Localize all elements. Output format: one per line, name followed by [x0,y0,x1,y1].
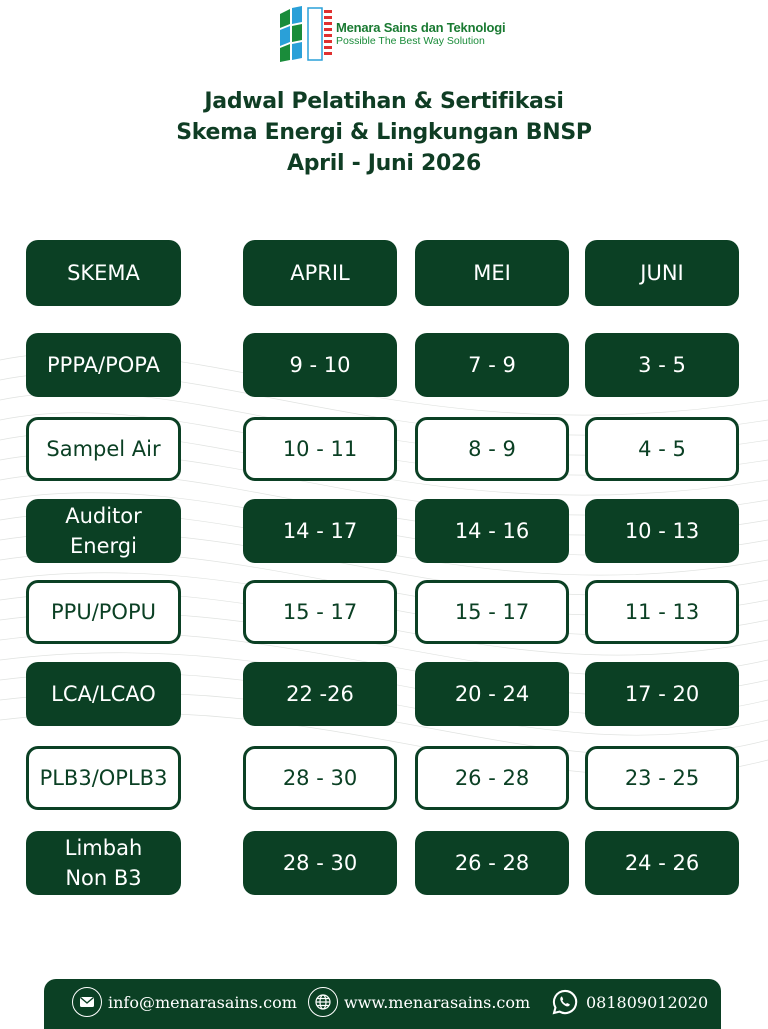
footer-website-text: www.menarasains.com [344,992,531,1012]
skema-cell-text: Sampel Air [46,437,161,461]
skema-cell-text: PLB3/OPLB3 [39,766,168,790]
date-cell-mei [415,580,569,644]
date-cell-april [243,417,397,481]
header-april-text: APRIL [290,261,350,285]
date-cell-mei [415,662,569,726]
title-line-1: Jadwal Pelatihan & Sertifikasi [204,89,564,114]
date-cell-april [243,831,397,895]
header-skema [26,240,181,306]
date-cell-juni-text: 24 - 26 [624,851,700,875]
date-cell-mei [415,333,569,397]
skema-cell-text: Auditor [65,504,142,528]
footer-email-text: info@menarasains.com [108,992,297,1012]
date-cell-april-text: 9 - 10 [289,353,351,377]
skema-cell [26,746,181,810]
skema-cell [26,333,181,397]
skema-cell [26,831,181,895]
footer-email[interactable] [72,987,297,1017]
date-cell-juni [585,417,739,481]
date-cell-mei [415,831,569,895]
skema-cell-text: PPU/POPU [51,600,156,624]
date-cell-april-text: 10 - 11 [282,437,358,461]
skema-cell [26,499,181,563]
brand-name: Menara Sains dan Teknologi [336,20,506,36]
date-cell-april [243,580,397,644]
date-cell-juni-text: 11 - 13 [624,600,700,624]
email-icon [72,987,102,1017]
date-cell-april-text: 22 -26 [286,682,354,706]
skema-cell-text: LCA/LCAO [51,682,156,706]
date-cell-juni-text: 17 - 20 [624,682,700,706]
date-cell-april-text: 15 - 17 [282,600,358,624]
skema-cell-text: PPPA/POPA [47,353,160,377]
skema-cell-text: Energi [70,534,137,558]
header-april [243,240,397,306]
footer-phone-text: 081809012020 [586,992,709,1012]
date-cell-mei-text: 26 - 28 [454,851,530,875]
whatsapp-icon [550,987,580,1017]
date-cell-juni-text: 4 - 5 [638,437,686,461]
contact-footer [44,979,721,1029]
brand-tagline: Possible The Best Way Solution [336,35,485,48]
date-cell-juni-text: 3 - 5 [638,353,686,377]
title-line-3: April - Juni 2026 [287,151,481,176]
skema-cell [26,662,181,726]
date-cell-juni [585,831,739,895]
skema-cell-text: Limbah [64,836,143,860]
footer-phone[interactable] [550,987,708,1017]
date-cell-april-text: 14 - 17 [282,519,358,543]
date-cell-mei [415,499,569,563]
date-cell-april [243,333,397,397]
date-cell-mei-text: 7 - 9 [468,353,516,377]
header-juni-text: JUNI [640,261,684,285]
date-cell-april [243,499,397,563]
header-juni [585,240,739,306]
date-cell-mei-text: 14 - 16 [454,519,530,543]
date-cell-mei-text: 20 - 24 [454,682,530,706]
date-cell-mei [415,746,569,810]
date-cell-april [243,746,397,810]
date-cell-juni [585,746,739,810]
title-line-2: Skema Energi & Lingkungan BNSP [176,120,592,145]
date-cell-mei [415,417,569,481]
date-cell-mei-text: 15 - 17 [454,600,530,624]
date-cell-juni [585,333,739,397]
date-cell-juni [585,499,739,563]
date-cell-april-text: 28 - 30 [282,851,358,875]
date-cell-juni [585,662,739,726]
date-cell-mei-text: 26 - 28 [454,766,530,790]
date-cell-april [243,662,397,726]
date-cell-juni [585,580,739,644]
header-skema-text: SKEMA [67,261,140,285]
skema-cell-text: Non B3 [65,866,142,890]
page-title [0,86,768,179]
date-cell-mei-text: 8 - 9 [468,437,516,461]
brand-logo [280,6,505,62]
header-mei-text: MEI [473,261,511,285]
skema-cell [26,580,181,644]
logo-mark-icon [280,6,332,62]
skema-cell [26,417,181,481]
date-cell-juni-text: 23 - 25 [624,766,700,790]
globe-icon [308,987,338,1017]
header-mei [415,240,569,306]
date-cell-juni-text: 10 - 13 [624,519,700,543]
footer-website[interactable] [308,987,530,1017]
date-cell-april-text: 28 - 30 [282,766,358,790]
